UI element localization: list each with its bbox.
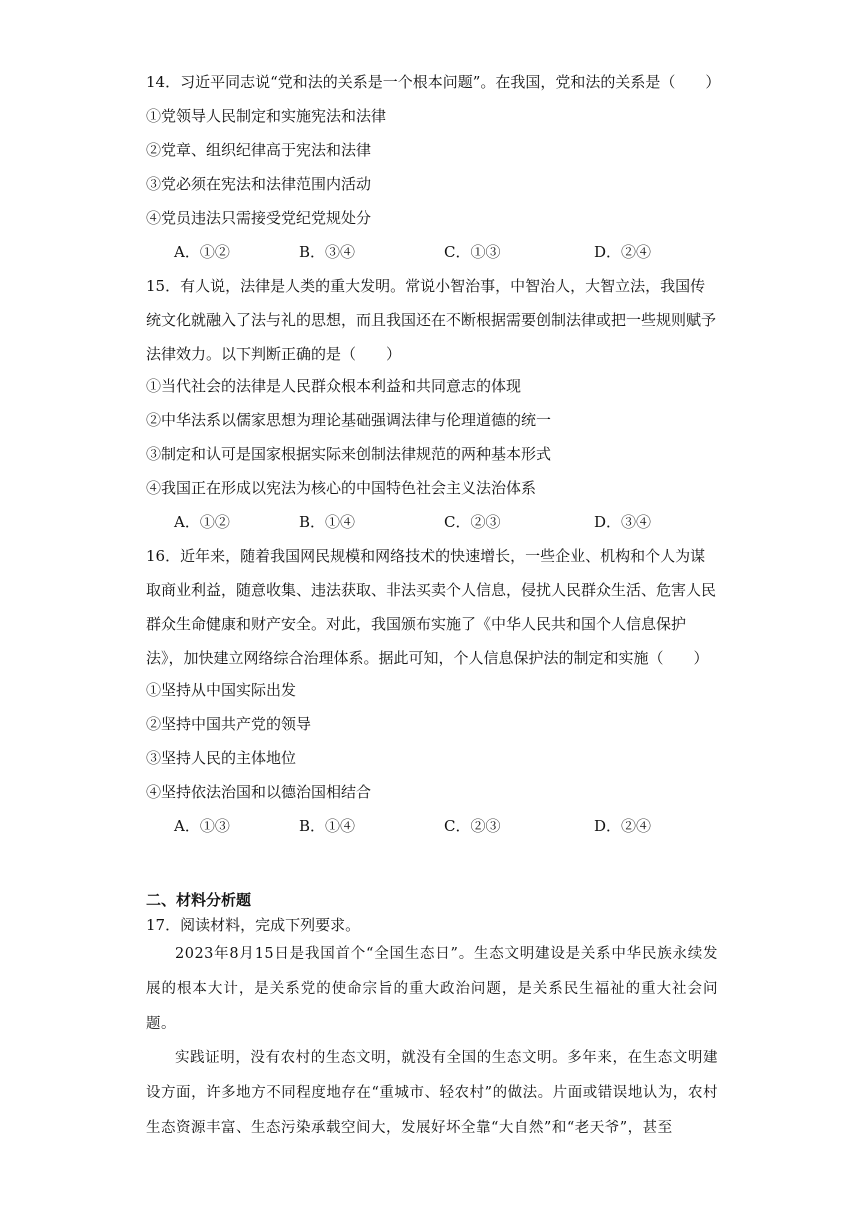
question-15-item-3: ③制定和认可是国家根据实际来创制法律规范的两种基本形式 bbox=[146, 445, 552, 463]
question-16-stem: 16．近年来，随着我国网民规模和网络技术的快速增长，一些企业、机构和个人为谋取商业利益，随意收集、违法获取、非法买卖个人信息，侵扰人民群众生活、危害人民群众生命健康和财产安全。对此，我国颁布实施了《中华人民共和国个人信息保护法》，加快建立网络综合治理体系。据此可知，个人信息保护法的制定和实施（ ） bbox=[146, 547, 717, 667]
question-15-option-a: A．①② bbox=[174, 513, 230, 531]
question-16-option-c: C．②③ bbox=[444, 817, 501, 835]
question-15-stem: 15．有人说，法律是人类的重大发明。常说小智治事，中智治人，大智立法，我国传统文化就融入了法与礼的思想，而且我国还在不断根据需要创制法律或把一些规则赋予法律效力。以下判断正确的是（ ） bbox=[146, 277, 717, 363]
question-15-item-1: ①当代社会的法律是人民群众根本利益和共同意志的体现 bbox=[146, 377, 522, 395]
question-15-option-b: B．①④ bbox=[299, 513, 356, 531]
section-2-title: 二、材料分析题 bbox=[146, 891, 252, 909]
question-14-item-2: ②党章、组织纪律高于宪法和法律 bbox=[146, 141, 372, 159]
question-16-item-4: ④坚持依法治国和以德治国相结合 bbox=[146, 783, 372, 801]
question-14-item-3: ③党必须在宪法和法律范围内活动 bbox=[146, 175, 372, 193]
question-16-item-2: ②坚持中国共产党的领导 bbox=[146, 715, 312, 733]
question-14-option-d: D．②④ bbox=[594, 243, 652, 261]
question-14-item-1: ①党领导人民制定和实施宪法和法律 bbox=[146, 107, 387, 125]
question-16-option-a: A．①③ bbox=[174, 817, 230, 835]
question-15-option-c: C．②③ bbox=[444, 513, 501, 531]
question-15-item-4: ④我国正在形成以宪法为核心的中国特色社会主义法治体系 bbox=[146, 479, 537, 497]
question-17-stem: 17．阅读材料，完成下列要求。 bbox=[146, 916, 361, 934]
material-paragraph-2: 实践证明，没有农村的生态文明，就没有全国的生态文明。多年来，在生态文明建设方面，许多地方不同程度地存在“重城市、轻农村”的做法。片面或错误地认为，农村生态资源丰富、生态污染承载空间大，发展好坏全靠“大自然”和“老天爷”，甚至 bbox=[146, 1050, 718, 1136]
question-15-item-2: ②中华法系以儒家思想为理论基础强调法律与伦理道德的统一 bbox=[146, 411, 552, 429]
question-16-option-b: B．①④ bbox=[299, 817, 356, 835]
question-14-option-c: C．①③ bbox=[444, 243, 501, 261]
material-paragraph-1: 2023年8月15日是我国首个“全国生态日”。生态文明建设是关系中华民族永续发展的根本大计，是关系党的使命宗旨的重大政治问题，是关系民生福祉的重大社会问题。 bbox=[146, 946, 718, 1032]
question-16-option-d: D．②④ bbox=[594, 817, 652, 835]
question-14-item-4: ④党员违法只需接受党纪党规处分 bbox=[146, 209, 372, 227]
question-15-option-d: D．③④ bbox=[594, 513, 652, 531]
question-16-item-1: ①坚持从中国实际出发 bbox=[146, 681, 297, 699]
question-14-option-b: B．③④ bbox=[299, 243, 356, 261]
question-14-option-a: A．①② bbox=[174, 243, 230, 261]
question-14-stem: 14．习近平同志说“党和法的关系是一个根本问题”。在我国，党和法的关系是（ ） bbox=[146, 73, 721, 91]
question-16-item-3: ③坚持人民的主体地位 bbox=[146, 749, 297, 767]
